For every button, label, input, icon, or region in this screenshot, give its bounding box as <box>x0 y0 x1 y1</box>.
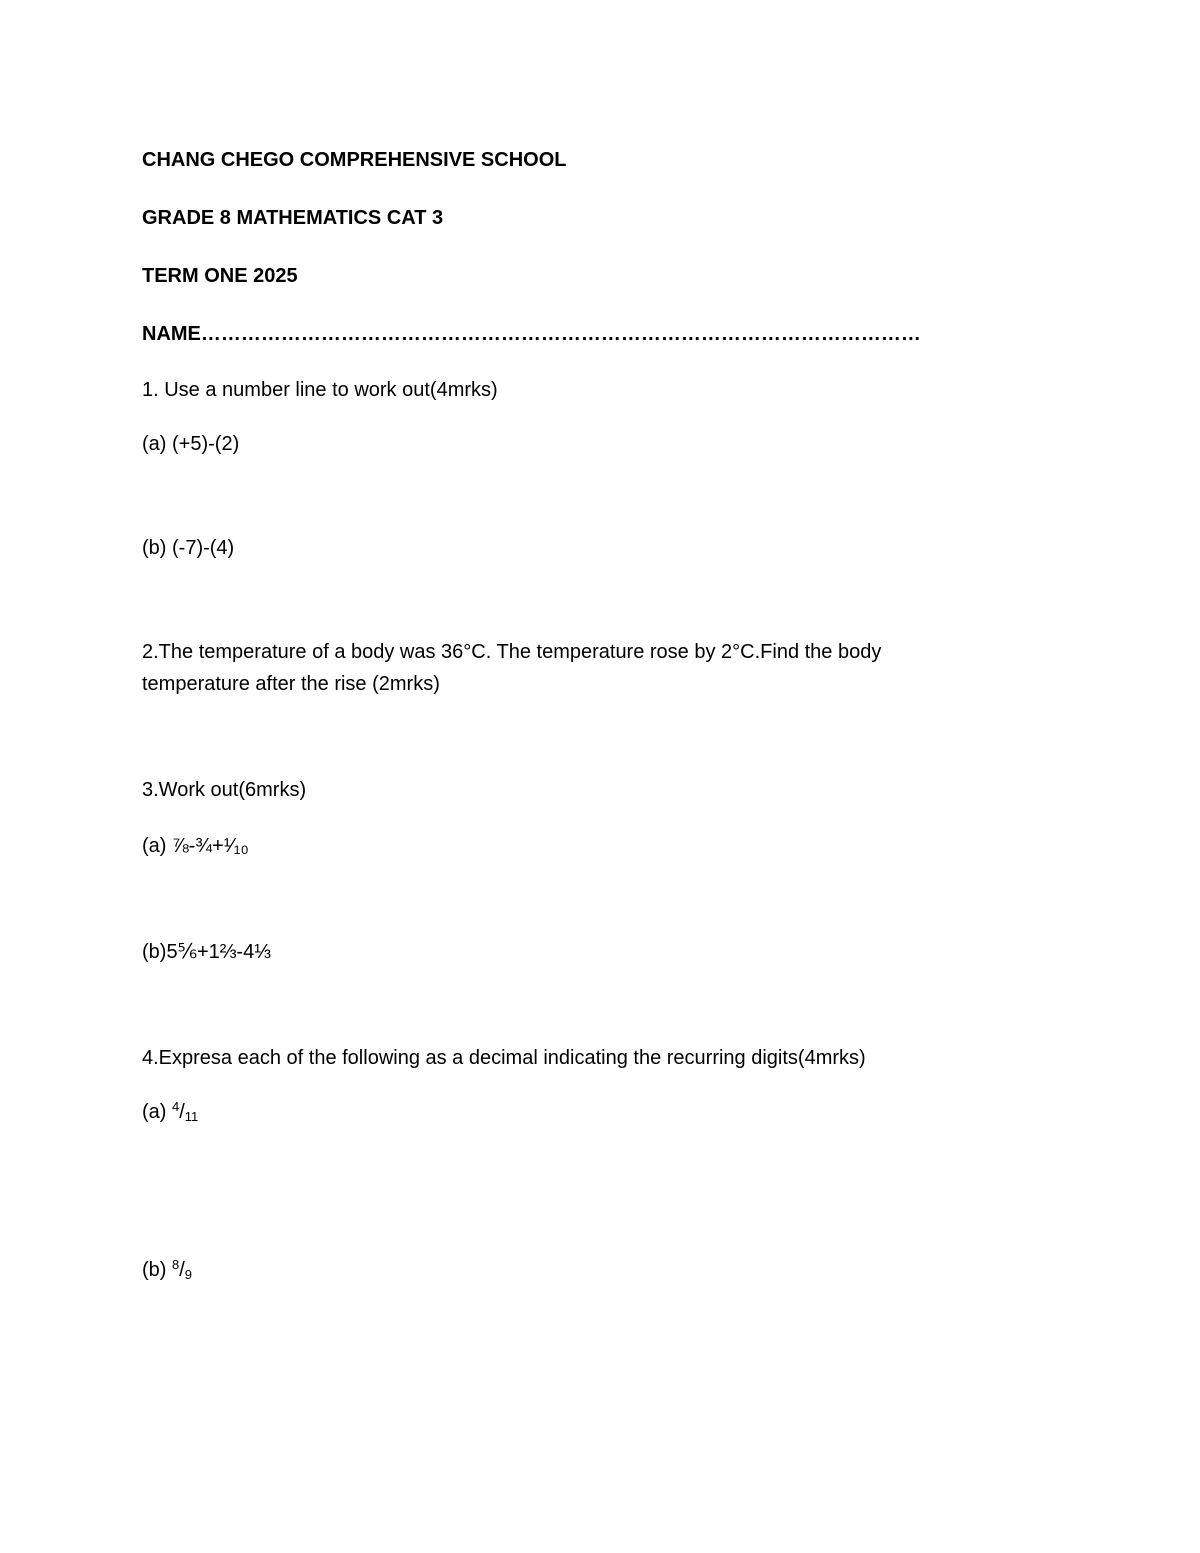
question-1b: (b) (-7)-(4) <box>142 537 235 559</box>
question-4b: (b) $^8/_9$ <box>142 1257 193 1282</box>
question-3a: (a) ⅞-¾+¹⁄₁₀ <box>142 835 249 857</box>
question-3b: (b)5⅚+1⅔-4⅓ <box>142 941 271 963</box>
question-4b-label: (b) <box>142 1259 172 1281</box>
question-4b-denominator: 9 <box>184 1267 193 1282</box>
exam-title: GRADE 8 MATHEMATICS CAT 3 <box>142 207 444 229</box>
question-1-title: 1. Use a number line to work out(4mrks) <box>142 379 498 401</box>
question-4b-numerator: 8 <box>172 1257 180 1272</box>
question-1a: (a) (+5)-(2) <box>142 433 240 455</box>
question-3-title: 3.Work out(6mrks) <box>142 779 307 801</box>
question-2-text: 2.The temperature of a body was 36°C. The temperature rose by 2°C.Find the body temperature after the rise (2mrks) <box>142 641 882 695</box>
question-4a-label: (a) <box>142 1101 172 1123</box>
school-name: CHANG CHEGO COMPREHENSIVE SCHOOL <box>142 149 567 171</box>
question-4-title: 4.Expresa each of the following as a decimal indicating the recurring digits(4mrks) <box>142 1047 866 1069</box>
name-field-label: NAME……………………………………………………………………………………………… <box>142 323 921 345</box>
question-4a: (a) $^4/_{11}$ <box>142 1099 199 1124</box>
question-4a-denominator: 11 <box>184 1109 199 1124</box>
question-4a-numerator: 4 <box>172 1099 180 1114</box>
term-label: TERM ONE 2025 <box>142 265 298 287</box>
